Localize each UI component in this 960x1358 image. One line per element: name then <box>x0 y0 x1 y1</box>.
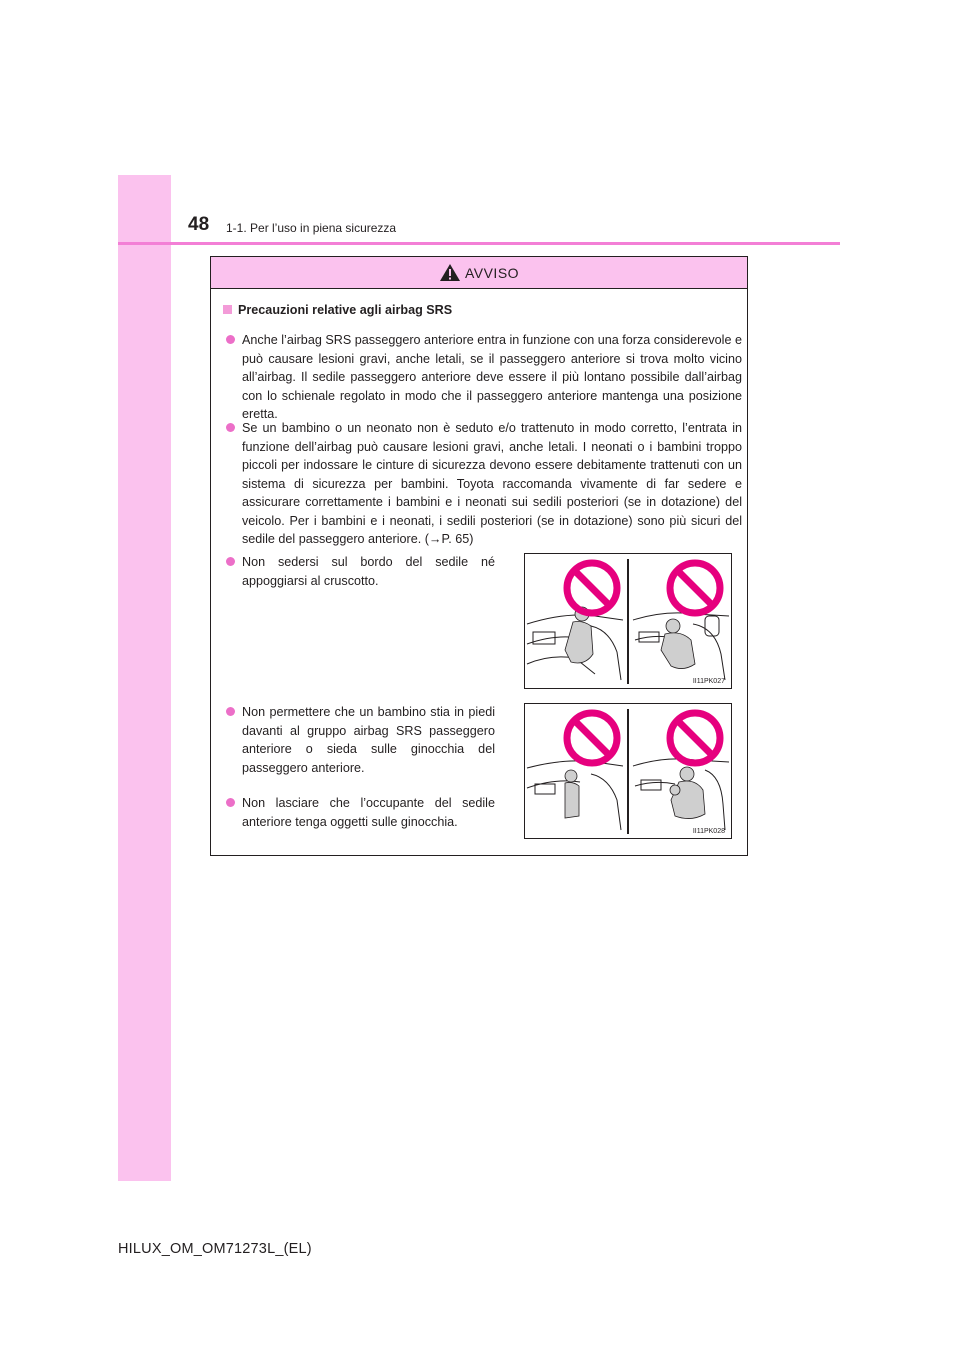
bullet-item <box>242 794 495 831</box>
figure-label: II11PK027 <box>692 678 725 685</box>
bullet-item <box>242 419 742 549</box>
warning-title: AVVISO <box>464 264 520 281</box>
bullet-text: Se un bambino o un neonato non è seduto e/o trattenuto in modo corretto, l’entrata in funzione dell’airbag può causare lesioni gravi, anche letali. I neonati o i bambini troppo piccoli per indossare le cinture di sicurezza devono essere debitamente trattenuti con un sistema di sicurezza per bambini. Toyota raccomanda vivamente di far sedere e assicurare correttamente i bambini e i neonati sui sedili posteriori (se in dotazione) del veicolo. Per i bambini e i neonati, i sedili posteriori (se in dotazione) sono più sicuri del sedile del passeggero anteriore. (→P. 65) <box>242 421 742 546</box>
figure-illustration-2 <box>524 703 732 839</box>
bullet-item <box>242 331 742 424</box>
bullet-item <box>242 703 495 777</box>
footer-doc-code: HILUX_OM_OM71273L_(EL) <box>118 1241 312 1257</box>
section-title: 1-1. Per l’uso in piena sicurezza <box>226 221 397 235</box>
illustration-seat-dashboard <box>525 554 731 688</box>
warning-triangle-icon <box>439 263 461 282</box>
bullet-dot-icon <box>226 557 235 566</box>
header-rule <box>118 242 840 245</box>
figure-label: II11PK028 <box>692 828 725 835</box>
bullet-text: Non lasciare che l’occupante del sedile anteriore tenga oggetti sulle ginocchia. <box>242 796 495 829</box>
bullet-text: Non permettere che un bambino stia in piedi davanti al gruppo airbag SRS passeggero anteriore o sieda sulle ginocchia del passeggero anteriore. <box>242 705 495 775</box>
subheading <box>223 303 452 317</box>
bullet-text: Non sedersi sul bordo del sedile né appoggiarsi al cruscotto. <box>242 555 495 588</box>
figure-illustration-1 <box>524 553 732 689</box>
bullet-dot-icon <box>226 423 235 432</box>
bullet-dot-icon <box>226 335 235 344</box>
warning-box <box>210 256 748 856</box>
bullet-text: Anche l’airbag SRS passeggero anteriore entra in funzione con una forza considerevole e può causare lesioni gravi, anche letali, se il passeggero anteriore si trova molto vicino all’airbag. Il sedile passeggero anteriore deve essere il più lontano possibile dall’airbag con lo schienale regolato in modo che il passeggero anteriore mantenga una posizione eretta. <box>242 333 742 421</box>
bullet-item <box>242 553 495 590</box>
page-number: 48 <box>188 214 210 235</box>
bullet-dot-icon <box>226 707 235 716</box>
side-band <box>118 175 171 1181</box>
subheading-text: Precauzioni relative agli airbag SRS <box>238 303 453 317</box>
warning-header <box>211 257 747 289</box>
square-bullet-icon <box>223 305 232 314</box>
bullet-dot-icon <box>226 798 235 807</box>
illustration-child-airbag <box>525 704 731 838</box>
